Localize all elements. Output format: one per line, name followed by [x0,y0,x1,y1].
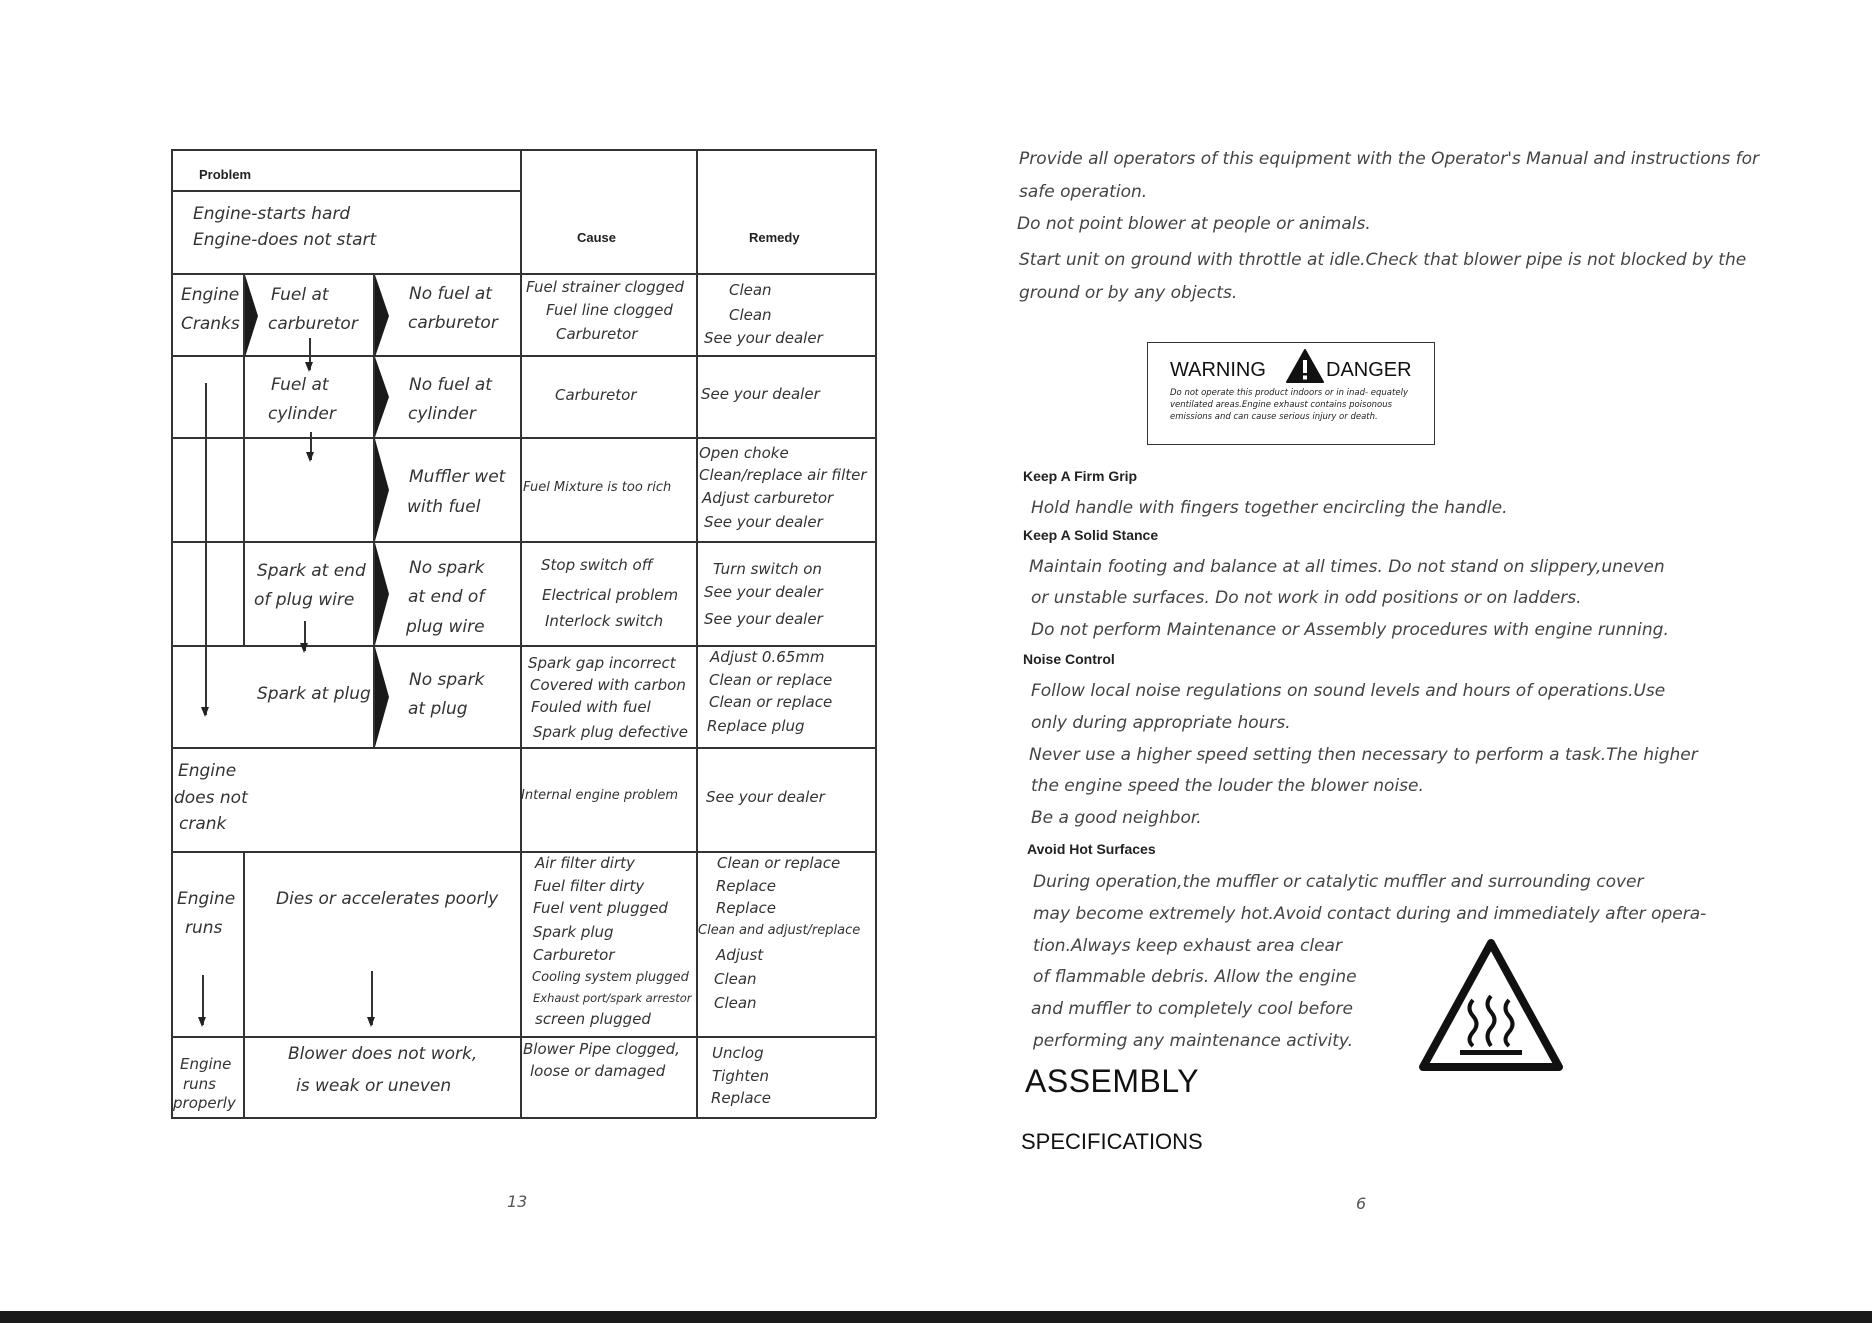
check-label: of plug wire [254,590,355,610]
remedy-item: Clean [714,970,757,988]
flow-arrow-icon [375,543,389,645]
result-label: No fuel at [409,284,492,304]
section-heading-noise: Noise Control [1023,651,1115,667]
remedy-item: Open choke [699,444,789,462]
down-arrow-icon [304,621,306,651]
engine-state: does not [174,788,248,808]
remedy-item: Replace [716,877,777,895]
engine-state: Cranks [181,314,240,334]
exclamation-triangle-icon [1285,348,1325,384]
cause-item: Fuel line clogged [546,301,673,319]
specifications-heading: SPECIFICATIONS [1021,1129,1203,1154]
page-number-right: 6 [1356,1194,1367,1213]
engine-state: Engine [178,761,237,781]
section-line: Never use a higher speed setting then necessary to perform a task.The higher [1029,745,1698,765]
flow-arrow-icon [375,275,389,357]
engine-state: crank [179,814,227,834]
remedy-item: Tighten [712,1067,769,1085]
result-label: No spark [409,558,485,578]
remedy-item: Clean or replace [709,693,833,711]
cause-item: Exhaust port/spark arrestor [533,991,692,1005]
engine-state: runs [185,918,223,938]
section-line: Hold handle with fingers together encircling the handle. [1031,498,1508,518]
table-border-bottom [171,1117,876,1119]
check-label: Spark at plug [257,684,371,704]
down-arrow-icon [371,971,373,1025]
check-label: Fuel at [271,375,329,395]
check-label: Spark at end [257,561,366,581]
down-arrow-icon [310,432,312,460]
remedy-item: See your dealer [704,329,823,347]
cause-item: screen plugged [535,1010,651,1028]
cause-item: Fouled with fuel [531,698,651,716]
remedy-item: Adjust carburetor [702,489,834,507]
remedy-item: Replace [711,1089,772,1107]
result-label: cylinder [408,404,476,424]
remedy-item: Clean [714,994,757,1012]
section-line: Be a good neighbor. [1031,808,1202,828]
check-label: Fuel at [271,285,329,305]
engine-state: Engine [177,889,236,909]
table-rule [171,541,876,543]
table-rule [171,437,876,439]
engine-state: Engine [181,285,240,305]
result-label: Muffler wet [409,467,506,487]
flow-arrow-icon [245,275,258,357]
page-number-left: 13 [507,1192,528,1211]
section-line: or unstable surfaces. Do not work in odd positions or on ladders. [1031,588,1582,608]
cause-item: Interlock switch [545,612,664,630]
assembly-heading: ASSEMBLY [1025,1063,1200,1099]
hot-surface-warning-icon [1418,938,1564,1074]
section-line: Follow local noise regulations on sound levels and hours of operations.Use [1031,681,1666,701]
section-line: the engine speed the louder the blower noise. [1031,776,1424,796]
danger-label: DANGER [1326,359,1412,381]
problem-line: Engine-does not start [193,230,377,250]
cause-item: Spark plug [533,923,614,941]
section-line: performing any maintenance activity. [1033,1031,1354,1051]
section-line: only during appropriate hours. [1031,713,1291,733]
cause-item: Fuel filter dirty [534,877,645,895]
intro-line: ground or by any objects. [1019,283,1238,303]
header-remedy: Remedy [749,230,800,245]
cause-item: Spark plug defective [533,723,689,741]
table-border-right [875,149,877,1118]
table-column-rule [243,851,245,1118]
table-rule [171,645,876,647]
section-line: of flammable debris. Allow the engine [1033,967,1357,987]
warning-text: Do not operate this product indoors or in inad- equately ventilated areas.Engine exhaust contains poisonous emissions and can cause serious injury or death. [1170,388,1408,422]
flow-arrow-icon [375,357,389,437]
table-rule [171,355,876,357]
intro-line: safe operation. [1019,182,1148,202]
section-heading-hot: Avoid Hot Surfaces [1027,841,1156,857]
remedy-item: Clean [729,281,772,299]
remedy-item: Adjust 0.65mm [710,648,825,666]
cause-item: Carburetor [556,325,638,343]
table-rule [171,747,876,749]
remedy-item: See your dealer [704,583,823,601]
section-heading-grip: Keep A Firm Grip [1023,468,1138,484]
problem-line: Engine-starts hard [193,204,351,224]
remedy-item: Unclog [712,1044,764,1062]
result-label: No fuel at [409,375,492,395]
bottom-bar [0,1311,1872,1323]
remedy-item: Clean [729,306,772,324]
remedy-item: See your dealer [704,610,823,628]
table-column-rule [696,149,698,1118]
remedy-item: Clean/replace air filter [699,466,867,484]
result-label: No spark [409,670,485,690]
section-line: may become extremely hot.Avoid contact during and immediately after opera- [1033,904,1707,924]
result-label: carburetor [408,313,498,333]
flow-arrow-icon [375,647,389,747]
problem-label: is weak or uneven [296,1076,452,1096]
problem-label: Blower does not work, [288,1044,478,1064]
table-rule [171,1036,876,1038]
warning-danger-box [1147,342,1435,445]
remedy-item: Turn switch on [713,560,822,578]
table-rule [171,273,876,275]
section-line: During operation,the muffler or catalytic muffler and surrounding cover [1033,872,1644,892]
problem-label: Dies or accelerates poorly [276,889,499,909]
cause-item: Spark gap incorrect [528,654,676,672]
engine-state: runs [183,1075,216,1093]
engine-state: Engine [180,1055,232,1073]
remedy-item: See your dealer [704,513,823,531]
down-arrow-icon [202,975,204,1025]
engine-state: properly [173,1094,236,1112]
remedy-item: Adjust [716,946,764,964]
check-label: cylinder [268,404,336,424]
result-label: at plug [408,699,468,719]
intro-line: Do not point blower at people or animals. [1017,214,1371,234]
cause-item: Air filter dirty [535,854,635,872]
section-line: and muffler to completely cool before [1031,999,1353,1019]
result-label: at end of [408,587,485,607]
cause-item: Blower Pipe clogged, [523,1040,680,1058]
table-column-rule [520,149,522,1118]
cause-item: loose or damaged [530,1062,666,1080]
check-label: carburetor [268,314,358,334]
remedy-item: Clean or replace [717,854,841,872]
remedy-item: Clean and adjust/replace [698,923,861,938]
section-heading-stance: Keep A Solid Stance [1023,527,1159,543]
cause-item: Carburetor [533,946,615,964]
remedy-item: See your dealer [701,385,820,403]
cause-item: Carburetor [555,386,637,404]
section-line: tion.Always keep exhaust area clear [1033,936,1342,956]
cause-item: Stop switch off [541,556,653,574]
section-line: Maintain footing and balance at all times. Do not stand on slippery,uneven [1029,557,1665,577]
cause-item: Electrical problem [542,586,679,604]
table-border-left [171,149,173,1118]
table-border-top [171,149,876,151]
cause-item: Fuel strainer clogged [526,278,684,296]
cause-item: Fuel vent plugged [533,899,668,917]
result-label: with fuel [407,497,481,517]
header-problem: Problem [199,167,252,182]
remedy-item: Clean or replace [709,671,833,689]
header-cause: Cause [577,230,617,245]
down-arrow-icon [309,338,311,370]
cause-item: Internal engine problem [521,788,679,803]
remedy-item: Replace plug [707,717,805,735]
cause-item: Cooling system plugged [532,970,689,985]
warning-label: WARNING [1170,359,1266,381]
down-arrow-icon [205,383,207,715]
cause-item: Covered with carbon [530,676,686,694]
remedy-item: Replace [716,899,777,917]
table-rule [171,190,521,192]
table-rule [171,851,876,853]
intro-line: Provide all operators of this equipment with the Operator's Manual and instructions for [1019,149,1760,169]
cause-item: Fuel Mixture is too rich [523,480,672,495]
intro-line: Start unit on ground with throttle at idle.Check that blower pipe is not blocked by the [1019,250,1747,270]
section-line: Do not perform Maintenance or Assembly procedures with engine running. [1031,620,1669,640]
remedy-item: See your dealer [706,788,825,806]
result-label: plug wire [406,617,485,637]
flow-arrow-icon [375,439,389,541]
